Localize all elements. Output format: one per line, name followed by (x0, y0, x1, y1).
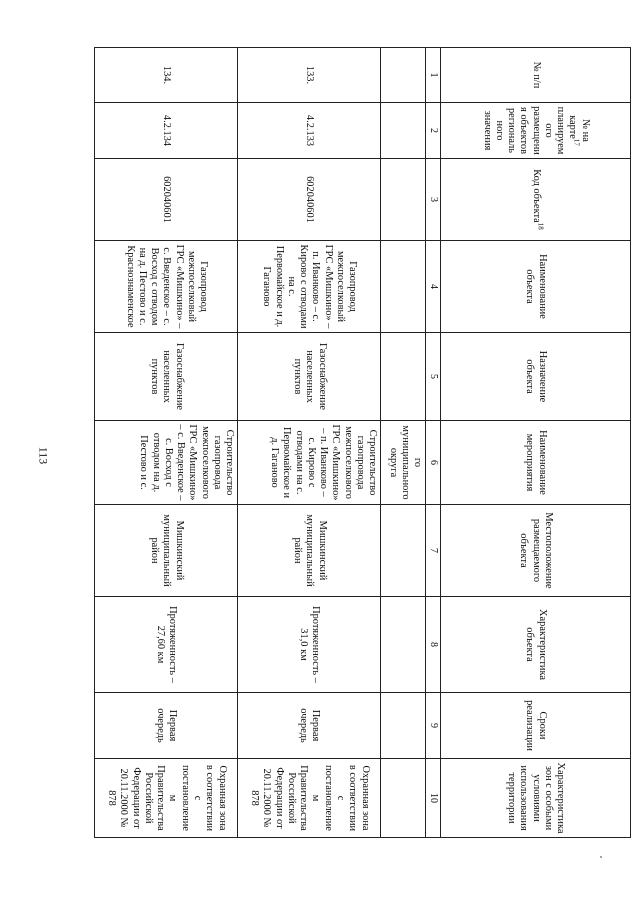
header-cell-name: Наименование объекта (441, 241, 631, 333)
header-cell-location: Местоположение размещаемого объекта (441, 505, 631, 597)
column-number: 3 (426, 159, 441, 241)
page-number: 113 (36, 446, 51, 465)
column-number: 10 (426, 759, 441, 838)
header-cell-zones: Характеристика зон с особыми условиями использования территории (441, 759, 631, 838)
header-cell-num: № п/п (441, 48, 631, 103)
row-name: Газопровод межпоселковый ГРС «Мишкино» – п. Иванково – с. Кирово с отводами на с. Первомайское и д. Гаганово (238, 241, 381, 333)
row-map-no: 4.2.133 (238, 103, 381, 159)
row-zones: Охранная зона в соответствии с постановлением Правительства Российской Федерации от 20.11.2000 № 878 (95, 759, 238, 838)
column-number: 8 (426, 597, 441, 693)
row-zones: Охранная зона в соответствии с постановлением Правительства Российской Федерации от 20.11.2000 № 878 (238, 759, 381, 838)
column-number: 6 (426, 421, 441, 505)
row-name: Газопровод межпоселковый ГРС «Мишкино» – с. Введенское – с. Восход с отводом на д. Пестово и с. Краснознаменское (95, 241, 238, 333)
table-row (95, 48, 238, 838)
header-cell-term: Сроки реализации (441, 693, 631, 759)
rotated-table-container (96, 47, 631, 837)
row-purpose: Газоснабжение населенных пунктов (95, 333, 238, 421)
objects-table (94, 47, 631, 838)
header-cell-characteristic: Характеристика объекта (441, 597, 631, 693)
row-map-no: 4.2.134 (95, 103, 238, 159)
column-number: 4 (426, 241, 441, 333)
header-cell-measure: Наименование мероприятия (441, 421, 631, 505)
header-row (441, 48, 631, 838)
row-code: 602040601 (95, 159, 238, 241)
continuation-text: го муниципального округа (381, 421, 426, 505)
row-num: 134. (95, 48, 238, 103)
column-number: 1 (426, 48, 441, 103)
column-number: 2 (426, 103, 441, 159)
table-row (238, 48, 381, 838)
row-location: Мишкинский муниципальный район (238, 505, 381, 597)
row-num: 133. (238, 48, 381, 103)
row-purpose: Газоснабжение населенных пунктов (238, 333, 381, 421)
row-term: Первая очередь (238, 693, 381, 759)
header-cell-purpose: Назначение объекта (441, 333, 631, 421)
row-characteristic: Протяженность – 31,0 км (238, 597, 381, 693)
header-cell-map-no: № на карте$^{17}$ планируемого размещения объектов регионального значения (441, 103, 631, 159)
continuation-row (381, 48, 426, 838)
row-measure: Строительство газопровода межпоселкового ГРС «Мишкино» – с. Введенское – с. Восход с отводом на д. Пестово и с. (95, 421, 238, 505)
column-number: 9 (426, 693, 441, 759)
column-numbers-row (426, 48, 441, 838)
row-term: Первая очередь (95, 693, 238, 759)
row-code: 602040601 (238, 159, 381, 241)
row-characteristic: Протяженность – 27,60 км (95, 597, 238, 693)
row-location: Мишкинский муниципальный район (95, 505, 238, 597)
column-number: 7 (426, 505, 441, 597)
scan-speck (600, 856, 602, 858)
row-measure: Строительство газопровода межпоселкового ГРС «Мишкино» – п. Иванково – с. Кирово с отводами на с. Первомайское и д. Гаганово (238, 421, 381, 505)
header-cell-code: Код объекта$^{18}$ (441, 159, 631, 241)
column-number: 5 (426, 333, 441, 421)
